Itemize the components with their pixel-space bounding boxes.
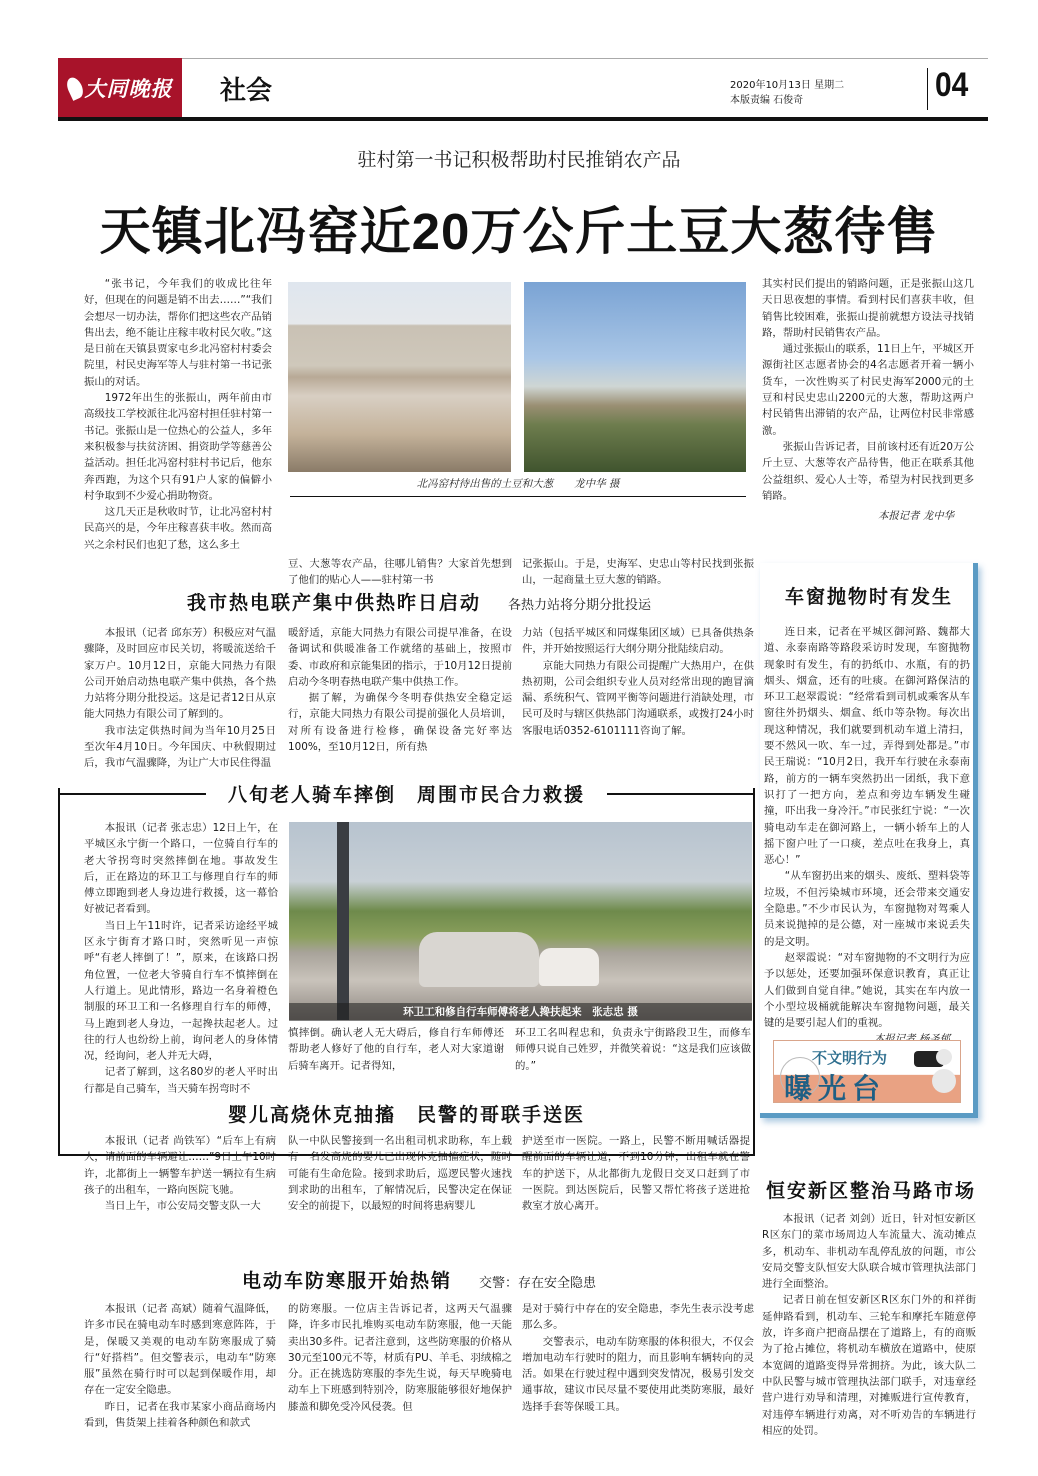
lead-column-2 — [288, 556, 512, 589]
paragraph: 张振山告诉记者，目前该村还有近20万公斤土豆、大葱等农产品待售，他正在联系其他公益组织、爱心人士等，希望为村民找到更多销路。 — [762, 440, 974, 502]
masthead-rule — [58, 117, 988, 121]
elderly-column-1 — [84, 820, 278, 1097]
ebike-column-3 — [522, 1301, 754, 1415]
lead-headline: 天镇北冯窑近20万公斤土豆大葱待售 — [99, 203, 939, 260]
heating-subhead: 各热力站将分期分批投运 — [508, 598, 652, 613]
paragraph: 1972年出生的张振山，两年前由市高级技工学校派往北冯窑村担任驻村第一书记。张振山是一位热心的公益人，多年来积极参与扶贫济困、捐资助学等慈善公益活动。担任北冯窑村驻村书记后，他东奔西跑，为这个只有91户人家的偏僻小村争取到不少爱心捐助物资。 — [84, 392, 272, 502]
ebike-headline: 电动车防寒服开始热销 — [241, 1271, 452, 1292]
elderly-column-2 — [288, 1025, 504, 1074]
paragraph: 本报讯（记者 张志忠）12日上午，在平城区永宁街一个路口，一位骑自行车的老大爷拐弯时突然摔倒在地。事故发生后，正在路边的环卫工与修理自行车的师傅立即跑到老人身边进行救援，这一幕恰好被记者看到。 — [84, 822, 278, 916]
traffic-pole — [337, 822, 349, 1020]
lead-column-4 — [762, 276, 974, 524]
heating-column-2 — [288, 625, 512, 755]
exposure-banner — [773, 1040, 961, 1103]
photo-potatoes-truck — [288, 282, 511, 472]
paragraph: 队一中队民警接到一名出租司机求助称，车上载有一名发高烧的婴儿已出现休克抽搐症状，随时可能有生命危险。接到求助后，巡逻民警火速找到求助的出租车，了解情况后，民警决定在保证安全的前提下，以最短的时间将患病婴儿 — [288, 1135, 512, 1213]
editor-line: 本版责编 石俊奇 — [730, 95, 804, 106]
paragraph: 的防寒服。一位店主告诉记者，这两天气温骤降，许多市民扎堆购买电动车防寒服，他一天能卖出30多件。记者注意到，这些防寒服的价格从30元至100元不等，材质有PU、羊毛、羽绒棉之分。正在挑选防寒服的李先生说，每天早晚骑电动车上下班感到特别冷，防寒服能够很好地保护膝盖和脚免受冷风侵袭。但 — [288, 1303, 512, 1413]
ebike-column-2 — [288, 1301, 512, 1415]
photo-street-rescue — [289, 822, 752, 1020]
elderly-headline: 八旬老人骑车摔倒 周围市民合力救援 — [206, 780, 607, 807]
infant-headline: 婴儿高烧休克抽搐 民警的哥联手送医 — [227, 1105, 585, 1126]
heating-headline: 我市热电联产集中供热昨日启动 — [186, 593, 481, 614]
page-number: 04 — [935, 66, 969, 104]
paragraph: 护送至市一医院。一路上，民警不断用喊话器提醒前面的车辆让道，不到10分钟，出租车就在警车的护送下，从北都街九龙假日交叉口赶到了市一医院。到达医院后，民警又帮忙将孩子送进抢救室才放心离开。 — [522, 1135, 750, 1213]
paragraph: 连日来，记者在平城区御河路、魏都大道、永泰南路等路段采访时发现，车窗抛物现象时有发生，有的扔纸巾、水瓶，有的扔烟头、烟盒，还有的吐痰。在御河路保洁的环卫工赵翠霞说：“经常看到司机或乘客从车窗往外扔烟头、烟盒、纸巾等杂物。每次出现这种情况，我们就要到机动车道上清扫，要不然风一吹、车一过，弄得到处都是。”市民王瑞说：“10月2日，我开车行驶在永泰南路，前方的一辆车突然扔出一团纸，我下意识打了一把方向，差点和旁边车辆发生碰撞，吓出我一身冷汗。”市民张红宁说：“一次骑电动车走在御河路上，一辆小轿车上的人摇下窗户吐了一口痰，差点吐在我身上，真恶心！” — [764, 626, 970, 867]
logo-text: 大同晚报 — [84, 76, 173, 101]
heating-column-3 — [522, 625, 754, 739]
photo-onions-truck — [524, 282, 746, 472]
rule-left — [58, 793, 206, 795]
paragraph: 本报讯（记者 高斌）随着气温降低，许多市民在骑电动车时感到寒意阵阵，于是，保暖又美观的电动车防寒服成了骑行“好搭档”。但交警表示，电动车“防寒服”虽然在骑行时可以起到保暖作用，却存在一定安全隐患。 — [84, 1303, 276, 1397]
infant-column-3 — [522, 1133, 750, 1214]
sidebar-headline: 车窗抛物时有发生 — [784, 587, 953, 608]
paragraph: 我市法定供热时间为当年10月25日至次年4月10日。今年国庆、中秋假期过后，我市气温骤降，为让广大市民住得温 — [84, 724, 276, 770]
paragraph: 京能大同热力有限公司提醒广大热用户，在供热初期，公司会组织专业人员对经常出现的跑冒滴漏、系统积气、管网平衡等问题进行消缺处理，市民可及时与辖区供热部门沟通联系，或拨打24小时客服电话0352-6101111咨询了解。 — [522, 659, 754, 737]
elderly-headline-block — [58, 780, 755, 807]
infant-column-2 — [288, 1133, 512, 1214]
rule-right — [607, 793, 755, 795]
paragraph: 豆、大葱等农产品，往哪儿销售？大家首先想到了他们的贴心人——驻村第一书 — [288, 558, 512, 587]
heating-column-1 — [84, 625, 276, 772]
photo-caption: 北冯窑村待出售的土豆和大葱 龙中华 摄 — [290, 476, 746, 497]
newspaper-logo — [58, 58, 182, 118]
lead-column-1 — [84, 276, 272, 553]
paragraph: 记者日前在恒安新区R区东门外的和祥街延伸路看到，机动车、三轮车和摩托车随意停放，许多商户把商品摆在了道路上，有的商贩为了抢占摊位，将机动车横放在道路中，使原本宽阔的道路变得异常拥挤。为此，该大队二中队民警与城市管理执法部门联手，对违章经营户进行劝导和清理，对摊贩进行宣传教育，对违停车辆进行劝离，对不听劝告的车辆进行相应的处罚。 — [762, 1294, 976, 1437]
section-name: 社会 — [220, 76, 273, 106]
byline: 本报记者 龙中华 — [877, 510, 954, 523]
paragraph: 本报讯（记者 尚铁军）“后车上有病人，请前面的车辆避让……”9日上午10时许，北都街上一辆警车护送一辆拉有生病孩子的出租车，一路向医院飞驰。 — [84, 1135, 276, 1196]
paragraph: 其实村民们提出的销路问题，正是张振山这几天日思夜想的事情。看到村民们喜获丰收，但销售比较困难，张振山提前就想方设法寻找销路，帮助村民销售农产品。 — [762, 278, 974, 339]
flame-icon — [64, 75, 86, 101]
paragraph: 当日上午11时许，记者采访途经平城区永宁街育才路口时，突然听见一声惊呼“有老人摔倒了！”，原来，在该路口拐角位置，一位老大爷骑自行车不慎摔倒在人行道上。见此情形，路边一名身着橙色制服的环卫工和一名修理自行车的师傅，马上跑到老人身边，一起搀扶起老人。过往的行人也纷纷上前，询问老人的身体情况，经询问，老人并无大碍， — [84, 919, 278, 1063]
heating-headline-block — [84, 588, 754, 615]
paragraph: 力站（包括平城区和同煤集团区域）已具备供热条件，并开始按照运行大纲分期分批陆续启动。 — [522, 627, 754, 656]
lead-kicker: 驻村第一书记积极帮助村民推销农产品 — [357, 149, 681, 171]
masthead-top-rule — [182, 58, 988, 59]
banner-line-1: 不文明行为 — [812, 1049, 888, 1067]
hengan-body — [762, 1211, 976, 1439]
paragraph: 暖舒适，京能大同热力有限公司提早准备，在设备调试和供暖准备工作就绪的基础上，按照市委、市政府和京能集团的指示，于10月12日提前启动今冬明春热电联产集中供热工作。 — [288, 627, 512, 688]
paragraph: 当日上午，市公安局交警支队一大 — [104, 1200, 261, 1213]
banner-line-2: 曝光台 — [784, 1072, 887, 1103]
paragraph: 交警表示，电动车防寒服的体积很大，不仅会增加电动车行驶时的阻力，而且影响车辆转向的灵活。如果在行驶过程中遇到突发情况，极易引发交通事故，建议市民尽量不要使用此类防寒服，最好选择手套等保暖工具。 — [522, 1335, 754, 1413]
paragraph: “从车窗扔出来的烟头、废纸、塑料袋等垃圾，不但污染城市环境，还会带来交通安全隐患。”不少市民认为，车窗抛物对驾乘人员来说抛掉的是公德，对一座城市来说丢失的是文明。 — [764, 870, 970, 948]
paragraph: 据了解，为确保今冬明春供热安全稳定运行，京能大同热力有限公司提前强化人员培训，对所有设备进行检修，确保设备完好率达100%，至10月12日，所有热 — [288, 692, 512, 754]
paragraph: 本报讯（记者 刘剑）近日，针对恒安新区R区东门的菜市场周边人车流量大、流动摊点多，机动车、非机动车乱停乱放的问题，市公安局交警支队恒安大队联合城市管理执法部门进行全面整治。 — [762, 1213, 976, 1291]
sidebar-body — [764, 624, 970, 1048]
elderly-column-3 — [515, 1025, 751, 1074]
date-line: 2020年10月13日 星期二 — [730, 80, 845, 91]
car-shape — [539, 948, 599, 986]
paragraph: 是对于骑行中存在的安全隐患，李先生表示没考虑那么多。 — [522, 1303, 754, 1332]
lead-column-3 — [522, 556, 754, 589]
ebike-subhead: 交警：存在安全隐患 — [479, 1276, 597, 1291]
photographer-figure-icon — [936, 1049, 952, 1065]
car-shape — [419, 932, 539, 987]
masthead-info — [730, 78, 844, 108]
paragraph: 环卫工名叫程忠和，负责永宁街路段卫生，而修车师傅只说自己姓罗，并微笑着说：“这是我们应该做的。” — [515, 1027, 751, 1072]
paragraph: 记者了解到，这名80岁的老人平时出行都是自己骑车，当天骑车拐弯时不 — [84, 1066, 278, 1095]
infant-column-1 — [84, 1133, 276, 1214]
hengan-headline: 恒安新区整治马路市场 — [765, 1181, 976, 1202]
ebike-headline-block — [84, 1266, 754, 1293]
paragraph: 记张振山。于是，史海军、史忠山等村民找到张振山，一起商量土豆大葱的销路。 — [522, 558, 754, 587]
masthead-divider — [927, 68, 928, 110]
ebike-column-1 — [84, 1301, 276, 1431]
paragraph: 昨日，记者在我市某家小商品商场内看到，售货架上挂着各种颜色和款式 — [84, 1400, 276, 1430]
paragraph: 通过张振山的联系，11日上午，平城区开源街社区志愿者协会的4名志愿者开着一辆小货车，一次性购买了村民史海军2000元的土豆和村民史忠山2200元的大葱，帮助这两户村民销售出滞销的农产品，让两位村民非常感激。 — [762, 343, 974, 437]
paragraph: 这几天正是秋收时节，让北冯窑村村民高兴的是，今年庄稼喜获丰收。然而高兴之余村民们也犯了愁，这么多土 — [84, 506, 272, 551]
paragraph: 慎摔倒。确认老人无大碍后，修自行车师傅还帮助老人修好了他的自行车，老人对大家道谢后骑车离开。记者得知， — [288, 1027, 504, 1072]
paragraph: “张书记，今年我们的收成比往年好，但现在的问题是销不出去……”“我们会想尽一切办法，帮你们把这些农产品销售出去，绝不能让庄稼丰收村民欠收。”这是日前在天镇县贾家屯乡北冯窑村村委会院里，村民史海军等人与驻村第一书记张振山的对话。 — [84, 278, 272, 388]
photo-caption: 环卫工和修自行车师傅将老人搀扶起来 张志忠 摄 — [289, 1003, 752, 1021]
paragraph: 本报讯（记者 邱东芳）积极应对气温骤降，及时回应市民关切，将暖流送给千家万户。10月12日，京能大同热力有限公司开始启动热电联产集中供热，各个热力站将分期分批投运。这是记者12日从京能大同热力有限公司了解到的。 — [84, 627, 276, 721]
paragraph: 赵翠霞说：“对车窗抛物的不文明行为应予以惩处，还要加强环保意识教育，真正让人们做到自觉自律。”她说，其实在车内放一个小型垃圾桶就能解决车窗抛物问题，最关键的是要引起人们的重视。 — [764, 951, 970, 1030]
